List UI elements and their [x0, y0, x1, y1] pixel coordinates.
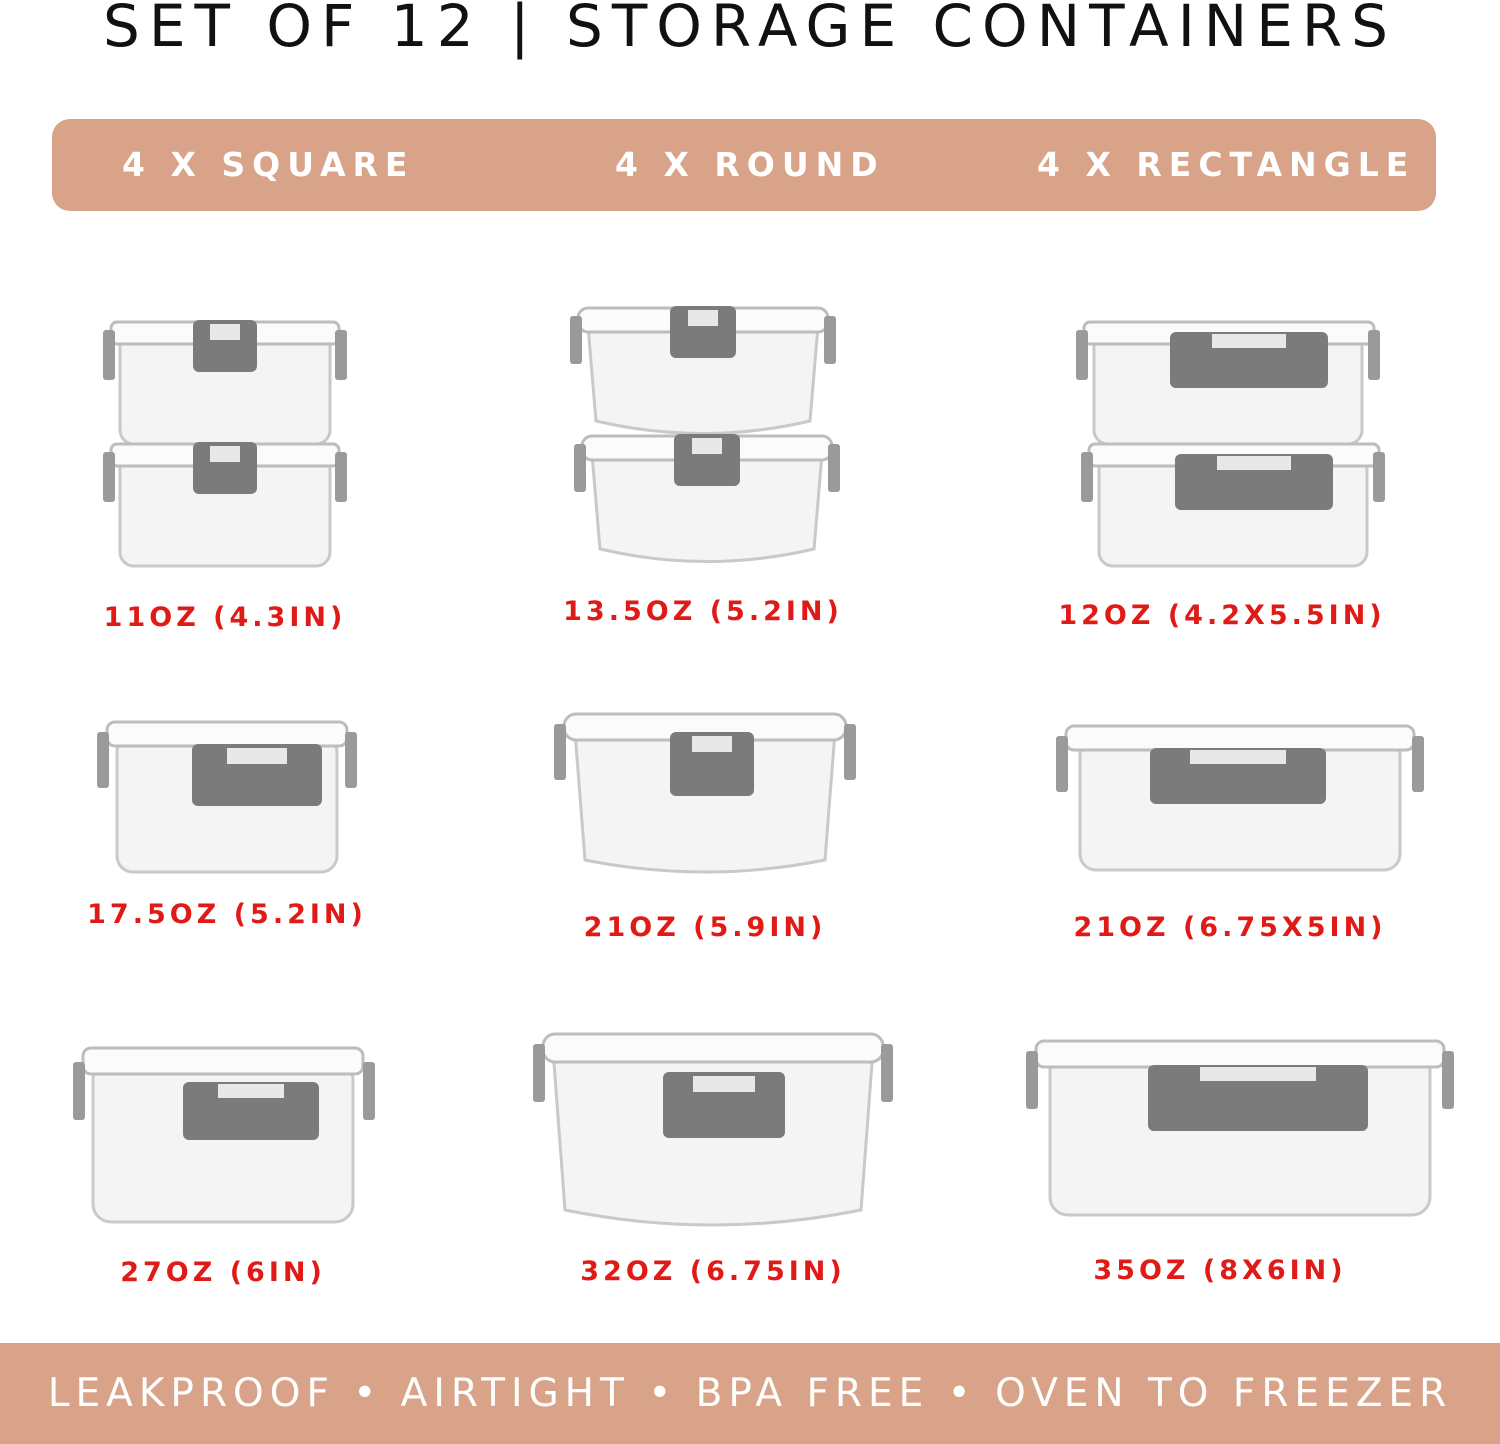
size-label: 35OZ (8X6IN) — [1093, 1255, 1347, 1286]
container-17-5oz — [17, 710, 437, 950]
round-container-stack-image — [538, 296, 868, 576]
banner-item-round: 4 X ROUND — [615, 145, 885, 184]
size-label: 32OZ (6.75IN) — [580, 1256, 846, 1287]
container-12oz — [1012, 300, 1432, 650]
container-image — [533, 1034, 893, 1225]
square-container-stack-image — [75, 300, 375, 570]
container-21oz-rectangle — [1020, 710, 1440, 960]
size-label: 13.5OZ (5.2IN) — [563, 596, 843, 627]
container-13-5oz — [493, 296, 913, 646]
container-35oz — [1010, 1025, 1430, 1305]
round-container-image — [520, 702, 890, 882]
size-label: 11OZ (4.3IN) — [103, 602, 347, 633]
rectangle-container-stack-image — [1042, 300, 1402, 570]
container-image — [103, 320, 347, 444]
container-image — [1081, 444, 1385, 566]
container-11oz — [15, 300, 435, 650]
container-image — [570, 306, 836, 434]
container-image — [73, 1048, 375, 1222]
size-label: 27OZ (6IN) — [120, 1257, 326, 1288]
container-image — [1026, 1041, 1454, 1215]
size-label: 21OZ (5.9IN) — [583, 912, 827, 943]
size-label: 21OZ (6.75X5IN) — [1073, 912, 1387, 943]
container-image — [97, 722, 357, 872]
container-image — [574, 434, 840, 562]
square-container-image — [67, 710, 387, 880]
size-label: 17.5OZ (5.2IN) — [87, 899, 367, 930]
round-container-image — [513, 1020, 913, 1235]
container-21oz-round — [495, 702, 915, 962]
set-contents-banner — [52, 119, 1436, 211]
container-image — [554, 714, 856, 872]
banner-item-square: 4 X SQUARE — [122, 145, 415, 184]
page-title: SET OF 12 | STORAGE CONTAINERS — [103, 0, 1397, 60]
rectangle-container-image — [1030, 710, 1430, 880]
banner-item-rectangle: 4 X RECTANGLE — [1037, 145, 1416, 184]
container-image — [103, 442, 347, 566]
size-label: 12OZ (4.2X5.5IN) — [1058, 600, 1386, 631]
container-32oz — [503, 1020, 923, 1300]
rectangle-container-image — [1010, 1025, 1470, 1225]
container-image — [1056, 726, 1424, 870]
features-footer — [0, 1343, 1500, 1444]
container-27oz — [13, 1040, 433, 1300]
square-container-image — [43, 1040, 403, 1230]
features-text: LEAKPROOF • AIRTIGHT • BPA FREE • OVEN TO FREEZER — [47, 1371, 1453, 1416]
container-image — [1076, 322, 1380, 444]
